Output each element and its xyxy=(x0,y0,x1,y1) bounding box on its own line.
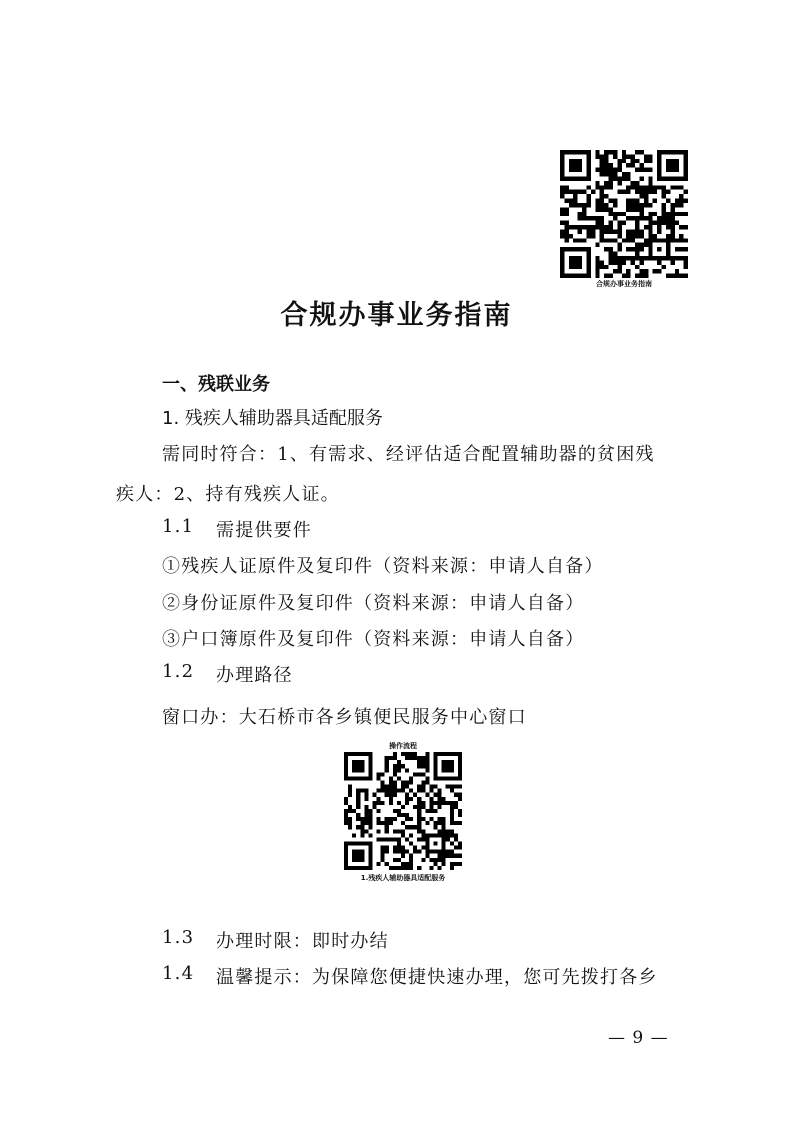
eligibility-line-1: 需同时符合：1、有需求、经评估适合配置辅助器的贫困残 xyxy=(162,444,655,465)
subsection-1-1-title: 需提供要件 xyxy=(216,520,312,541)
qr-code-process-label: 操作流程 xyxy=(389,742,417,750)
requirement-item: ③户口簿原件及复印件（资料来源：申请人自备） xyxy=(162,629,585,650)
service-window-text: 窗口办：大石桥市各乡镇便民服务中心窗口 xyxy=(162,707,527,728)
qr-code-process-caption: 1.残疾人辅助器具适配服务 xyxy=(360,874,446,882)
subsection-1-4-number: 1.4 xyxy=(162,963,195,984)
qr-code-guide-caption: 合规办事业务指南 xyxy=(596,280,652,288)
subsection-heading: 1. 残疾人辅助器具适配服务 xyxy=(162,408,383,429)
page-title: 合规办事业务指南 xyxy=(280,300,513,331)
page-number: — 9 — xyxy=(608,1028,669,1048)
qr-code-guide xyxy=(560,150,688,278)
subsection-1-1-number: 1.1 xyxy=(162,516,195,537)
subsection-1-3-text: 办理时限：即时办结 xyxy=(216,931,389,952)
subsection-1-4-text: 温馨提示：为保障您便捷快速办理，您可先拨打各乡 xyxy=(216,967,658,988)
requirement-item: ①残疾人证原件及复印件（资料来源：申请人自备） xyxy=(162,556,604,577)
subsection-1-2-title: 办理路径 xyxy=(216,665,293,686)
qr-code-process xyxy=(344,752,462,870)
subsection-1-3-number: 1.3 xyxy=(162,927,195,948)
requirement-item: ②身份证原件及复印件（资料来源：申请人自备） xyxy=(162,593,585,614)
section-heading: 一、残联业务 xyxy=(162,374,270,395)
qr-code-icon xyxy=(560,150,688,278)
qr-code-icon xyxy=(344,752,462,870)
subsection-1-2-number: 1.2 xyxy=(162,661,195,682)
eligibility-line-2: 疾人：2、持有残疾人证。 xyxy=(116,484,340,505)
